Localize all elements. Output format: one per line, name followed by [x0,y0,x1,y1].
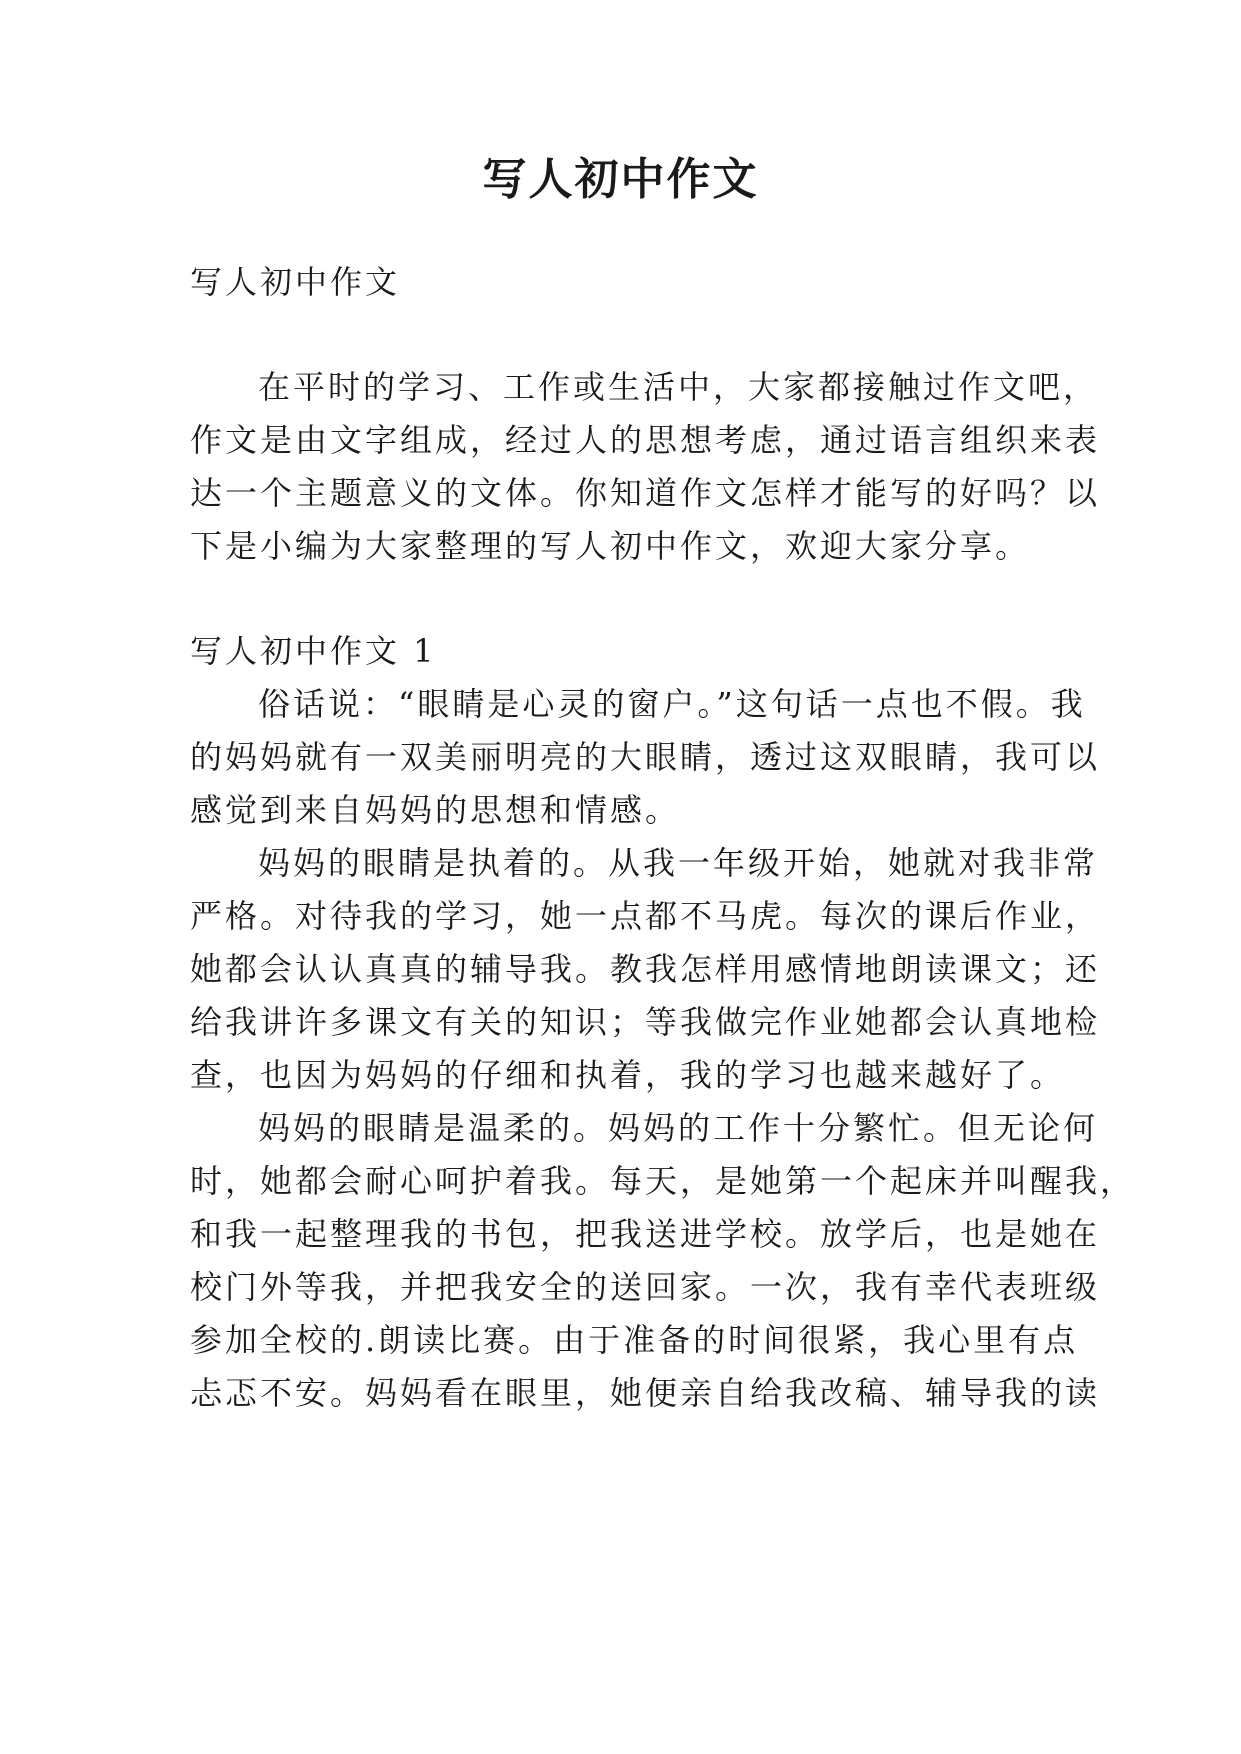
paragraph-line: 时，她都会耐心呵护着我。每天，是她第一个起床并叫醒我， [190,1162,1136,1200]
paragraph-line: 感觉到来自妈妈的思想和情感。 [190,791,681,829]
document-subtitle: 写人初中作文 [190,263,401,301]
intro-line: 作文是由文字组成，经过人的思想考虑，通过语言组织来表 [190,421,1101,459]
paragraph-line: 俗话说：“眼睛是心灵的窗户。”这句话一点也不假。我 [258,685,1086,723]
paragraph-line: 校门外等我，并把我安全的送回家。一次，我有幸代表班级 [190,1268,1101,1306]
paragraph-line: 妈妈的眼睛是执着的。从我一年级开始，她就对我非常 [258,844,1099,882]
paragraph-line: 查，也因为妈妈的仔细和执着，我的学习也越来越好了。 [190,1056,1066,1094]
paragraph-line: 她都会认认真真的辅导我。教我怎样用感情地朗读课文；还 [190,950,1101,988]
section-heading: 写人初中作文 1 [190,632,437,670]
paragraph-line: 参加全校的.朗读比赛。由于准备的时间很紧，我心里有点 [190,1321,1079,1359]
paragraph-line: 忐忑不安。妈妈看在眼里，她便亲自给我改稿、辅导我的读 [190,1374,1101,1412]
paragraph-line: 给我讲许多课文有关的知识；等我做完作业她都会认真地检 [190,1003,1101,1041]
document-title: 写人初中作文 [482,154,759,205]
paragraph-line: 严格。对待我的学习，她一点都不马虎。每次的课后作业， [190,897,1101,935]
paragraph-line: 的妈妈就有一双美丽明亮的大眼睛，透过这双眼睛，我可以 [190,738,1101,776]
intro-line: 下是小编为大家整理的写人初中作文，欢迎大家分享。 [190,527,1031,565]
intro-line: 达一个主题意义的文体。你知道作文怎样才能写的好吗？以 [190,474,1101,512]
paragraph-line: 和我一起整理我的书包，把我送进学校。放学后，也是她在 [190,1215,1101,1253]
paragraph-line: 妈妈的眼睛是温柔的。妈妈的工作十分繁忙。但无论何 [258,1109,1099,1147]
intro-line: 在平时的学习、工作或生活中，大家都接触过作文吧， [258,368,1099,406]
